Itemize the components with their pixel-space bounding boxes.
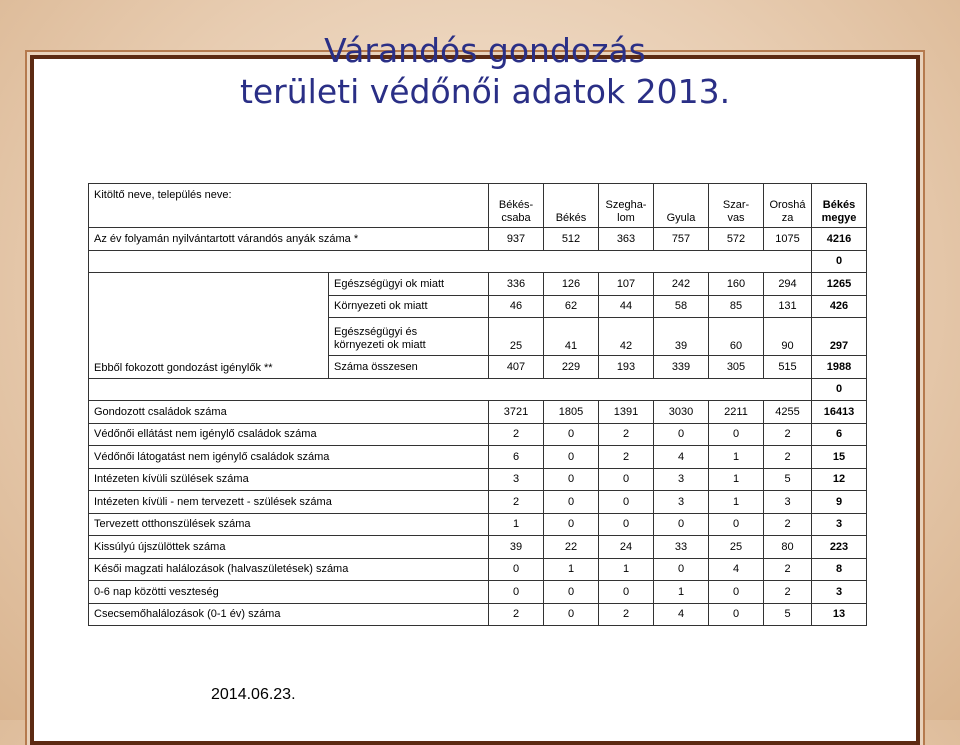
table-row bbox=[89, 468, 867, 491]
column-header-line1: Szegha- bbox=[605, 199, 647, 211]
value-cell: 339 bbox=[654, 356, 709, 379]
total-cell: 4216 bbox=[812, 228, 867, 251]
value-cell: 107 bbox=[599, 273, 654, 296]
value-cell: 0 bbox=[544, 603, 599, 626]
value-cell: 0 bbox=[489, 558, 544, 581]
row-label: Az év folyamán nyilvántartott várandós anyák száma * bbox=[89, 228, 489, 251]
table-row bbox=[89, 603, 867, 626]
value-cell: 0 bbox=[489, 581, 544, 604]
blank-cell bbox=[89, 378, 812, 401]
column-header-line1 bbox=[659, 199, 703, 212]
value-cell: 25 bbox=[489, 318, 544, 356]
value-cell: 0 bbox=[544, 423, 599, 446]
value-cell: 1 bbox=[654, 581, 709, 604]
value-cell: 126 bbox=[544, 273, 599, 296]
total-cell: 8 bbox=[812, 558, 867, 581]
value-cell: 42 bbox=[599, 318, 654, 356]
value-cell: 1075 bbox=[764, 228, 812, 251]
value-cell: 2 bbox=[489, 603, 544, 626]
value-cell: 3 bbox=[489, 468, 544, 491]
column-header bbox=[654, 184, 709, 228]
value-cell: 6 bbox=[489, 446, 544, 469]
value-cell: 0 bbox=[709, 513, 764, 536]
table-row bbox=[89, 250, 867, 273]
column-header-line2: Gyula bbox=[666, 212, 696, 224]
data-table bbox=[88, 183, 867, 626]
value-cell: 937 bbox=[489, 228, 544, 251]
row-label: Intézeten kívüli szülések száma bbox=[89, 468, 489, 491]
header-label: Kitöltő neve, település neve: bbox=[89, 184, 489, 228]
value-cell: 0 bbox=[709, 423, 764, 446]
value-cell: 2 bbox=[599, 603, 654, 626]
value-cell: 4 bbox=[709, 558, 764, 581]
row-label: Csecsemőhalálozások (0-1 év) száma bbox=[89, 603, 489, 626]
value-cell: 0 bbox=[544, 491, 599, 514]
row-label: Védőnői ellátást nem igénylő családok száma bbox=[89, 423, 489, 446]
row-label: 0-6 nap közötti veszteség bbox=[89, 581, 489, 604]
row-label-line1: Egészségügyi és bbox=[334, 326, 418, 338]
value-cell: 44 bbox=[599, 295, 654, 318]
value-cell: 229 bbox=[544, 356, 599, 379]
value-cell: 2 bbox=[764, 513, 812, 536]
value-cell: 2 bbox=[764, 423, 812, 446]
value-cell: 60 bbox=[709, 318, 764, 356]
row-label: Környezeti ok miatt bbox=[329, 295, 489, 318]
row-label bbox=[329, 318, 489, 356]
column-header-line2: vas bbox=[727, 212, 745, 224]
value-cell: 0 bbox=[599, 513, 654, 536]
group-label: Ebből fokozott gondozást igénylők ** bbox=[89, 273, 329, 379]
value-cell: 80 bbox=[764, 536, 812, 559]
column-header-line2: lom bbox=[617, 212, 635, 224]
value-cell: 572 bbox=[709, 228, 764, 251]
title-line-2: területi védőnői adatok 2013. bbox=[239, 72, 731, 111]
column-header-line1: Békés- bbox=[498, 199, 534, 211]
table-row bbox=[89, 513, 867, 536]
value-cell: 294 bbox=[764, 273, 812, 296]
value-cell: 0 bbox=[654, 513, 709, 536]
value-cell: 0 bbox=[544, 513, 599, 536]
value-cell: 336 bbox=[489, 273, 544, 296]
value-cell: 2 bbox=[764, 581, 812, 604]
value-cell: 363 bbox=[599, 228, 654, 251]
table-row bbox=[89, 491, 867, 514]
value-cell: 2211 bbox=[709, 401, 764, 424]
value-cell: 0 bbox=[709, 603, 764, 626]
value-cell: 0 bbox=[544, 468, 599, 491]
value-cell: 33 bbox=[654, 536, 709, 559]
value-cell: 515 bbox=[764, 356, 812, 379]
value-cell: 305 bbox=[709, 356, 764, 379]
value-cell: 2 bbox=[489, 423, 544, 446]
value-cell: 3 bbox=[654, 491, 709, 514]
row-label: Gondozott családok száma bbox=[89, 401, 489, 424]
value-cell: 4 bbox=[654, 603, 709, 626]
value-cell: 46 bbox=[489, 295, 544, 318]
value-cell: 5 bbox=[764, 468, 812, 491]
value-cell: 160 bbox=[709, 273, 764, 296]
value-cell: 1 bbox=[489, 513, 544, 536]
table-row bbox=[89, 401, 867, 424]
total-cell: 0 bbox=[812, 250, 867, 273]
column-header-line2: za bbox=[781, 212, 794, 224]
value-cell: 1 bbox=[544, 558, 599, 581]
value-cell: 5 bbox=[764, 603, 812, 626]
table-row bbox=[89, 581, 867, 604]
value-cell: 90 bbox=[764, 318, 812, 356]
slide-title bbox=[0, 30, 960, 112]
value-cell: 2 bbox=[599, 446, 654, 469]
value-cell: 1 bbox=[709, 468, 764, 491]
column-header-line2: csaba bbox=[501, 212, 531, 224]
value-cell: 39 bbox=[654, 318, 709, 356]
value-cell: 0 bbox=[654, 423, 709, 446]
total-cell: 3 bbox=[812, 581, 867, 604]
value-cell: 41 bbox=[544, 318, 599, 356]
footer-date: 2014.06.23. bbox=[211, 686, 296, 703]
value-cell: 2 bbox=[489, 491, 544, 514]
value-cell: 58 bbox=[654, 295, 709, 318]
row-label: Késői magzati halálozások (halvaszületések) száma bbox=[89, 558, 489, 581]
value-cell: 0 bbox=[599, 468, 654, 491]
value-cell: 0 bbox=[544, 581, 599, 604]
column-header-line2: megye bbox=[821, 212, 857, 224]
row-label: Tervezett otthonszülések száma bbox=[89, 513, 489, 536]
header-row bbox=[89, 184, 867, 228]
value-cell: 3 bbox=[654, 468, 709, 491]
total-cell: 15 bbox=[812, 446, 867, 469]
row-label: Intézeten kívüli - nem tervezett - szülések száma bbox=[89, 491, 489, 514]
value-cell: 2 bbox=[599, 423, 654, 446]
title-line-1: Várandós gondozás bbox=[324, 31, 646, 70]
table-row bbox=[89, 536, 867, 559]
value-cell: 1 bbox=[599, 558, 654, 581]
value-cell: 407 bbox=[489, 356, 544, 379]
table-row bbox=[89, 228, 867, 251]
value-cell: 62 bbox=[544, 295, 599, 318]
value-cell: 512 bbox=[544, 228, 599, 251]
value-cell: 2 bbox=[764, 558, 812, 581]
total-cell: 426 bbox=[812, 295, 867, 318]
value-cell: 25 bbox=[709, 536, 764, 559]
column-header bbox=[489, 184, 544, 228]
value-cell: 1 bbox=[709, 491, 764, 514]
value-cell: 1805 bbox=[544, 401, 599, 424]
column-header bbox=[599, 184, 654, 228]
table-row bbox=[89, 378, 867, 401]
value-cell: 3721 bbox=[489, 401, 544, 424]
column-header-line1 bbox=[549, 199, 593, 212]
column-header bbox=[764, 184, 812, 228]
column-header bbox=[812, 184, 867, 228]
blank-cell bbox=[89, 250, 812, 273]
value-cell: 757 bbox=[654, 228, 709, 251]
value-cell: 4255 bbox=[764, 401, 812, 424]
table-row bbox=[89, 273, 867, 296]
value-cell: 0 bbox=[709, 581, 764, 604]
column-header-line2: Békés bbox=[555, 212, 587, 224]
total-cell: 6 bbox=[812, 423, 867, 446]
value-cell: 1391 bbox=[599, 401, 654, 424]
value-cell: 3030 bbox=[654, 401, 709, 424]
value-cell: 24 bbox=[599, 536, 654, 559]
total-cell: 16413 bbox=[812, 401, 867, 424]
value-cell: 0 bbox=[599, 491, 654, 514]
total-cell: 1265 bbox=[812, 273, 867, 296]
row-label-line2: környezeti ok miatt bbox=[334, 339, 426, 351]
value-cell: 22 bbox=[544, 536, 599, 559]
total-cell: 13 bbox=[812, 603, 867, 626]
column-header bbox=[544, 184, 599, 228]
value-cell: 0 bbox=[654, 558, 709, 581]
value-cell: 1 bbox=[709, 446, 764, 469]
column-header-line1: Szar- bbox=[722, 199, 750, 211]
value-cell: 3 bbox=[764, 491, 812, 514]
value-cell: 0 bbox=[599, 581, 654, 604]
value-cell: 39 bbox=[489, 536, 544, 559]
column-header-line1: Békés bbox=[822, 199, 856, 211]
column-header bbox=[709, 184, 764, 228]
total-cell: 3 bbox=[812, 513, 867, 536]
total-cell: 12 bbox=[812, 468, 867, 491]
total-cell: 223 bbox=[812, 536, 867, 559]
value-cell: 4 bbox=[654, 446, 709, 469]
row-label: Száma összesen bbox=[329, 356, 489, 379]
value-cell: 242 bbox=[654, 273, 709, 296]
total-cell: 1988 bbox=[812, 356, 867, 379]
row-label: Védőnői látogatást nem igénylő családok száma bbox=[89, 446, 489, 469]
value-cell: 131 bbox=[764, 295, 812, 318]
value-cell: 0 bbox=[544, 446, 599, 469]
column-header-line1: Oroshá bbox=[769, 199, 806, 211]
table-row bbox=[89, 423, 867, 446]
total-cell: 297 bbox=[812, 318, 867, 356]
row-label: Egészségügyi ok miatt bbox=[329, 273, 489, 296]
total-cell: 0 bbox=[812, 378, 867, 401]
value-cell: 85 bbox=[709, 295, 764, 318]
row-label: Kissúlyú újszülöttek száma bbox=[89, 536, 489, 559]
table-row bbox=[89, 558, 867, 581]
total-cell: 9 bbox=[812, 491, 867, 514]
table-row bbox=[89, 446, 867, 469]
value-cell: 2 bbox=[764, 446, 812, 469]
value-cell: 193 bbox=[599, 356, 654, 379]
